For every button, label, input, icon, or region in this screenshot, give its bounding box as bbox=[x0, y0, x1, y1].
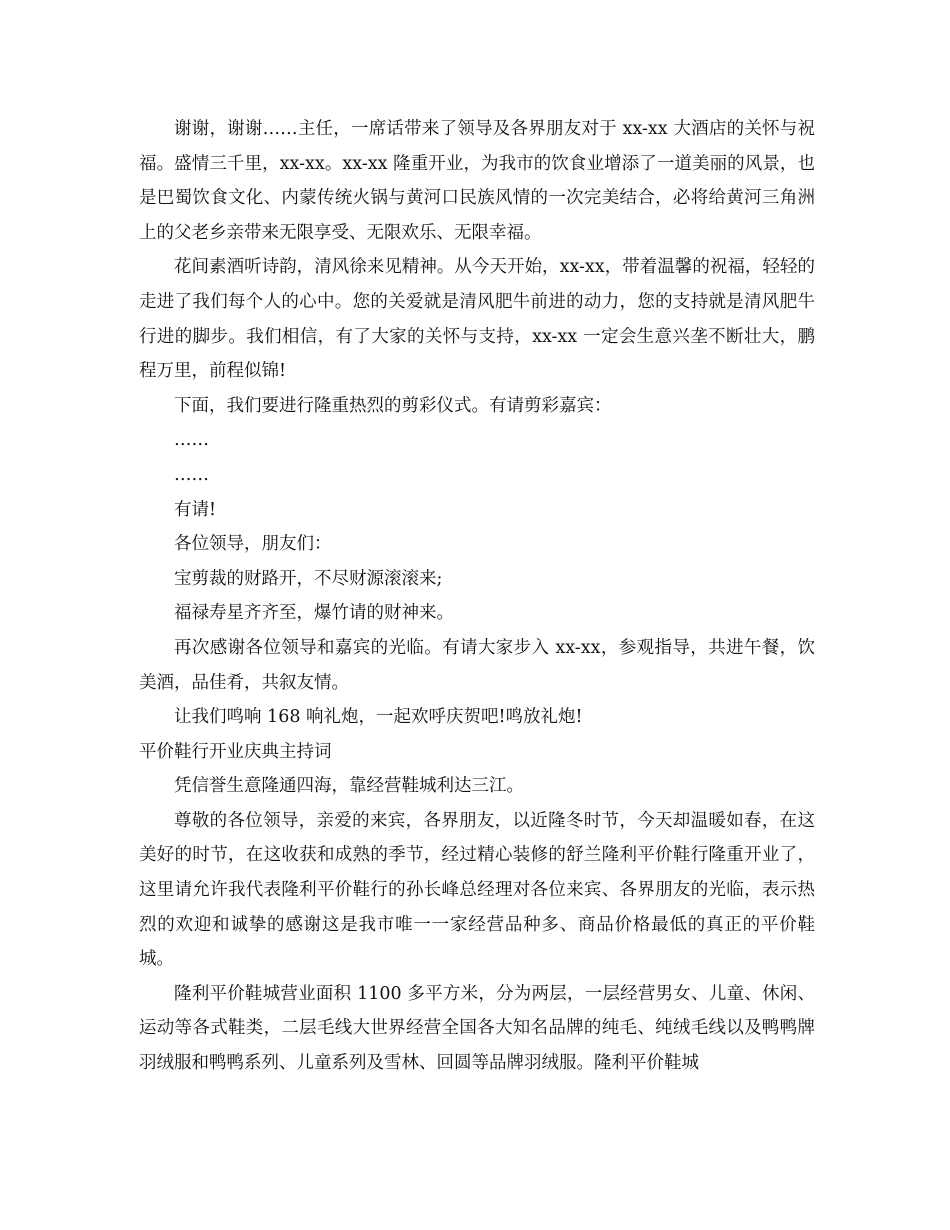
paragraph-13: 凭信誉生意隆通四海，靠经营鞋城利达三江。 bbox=[174, 776, 524, 797]
paragraph-ellipsis-1: …… bbox=[174, 430, 209, 451]
paragraph-10: 再次感谢各位领导和嘉宾的光临。有请大家步入 xx-xx，参观指导，共进午餐，饮美酒，品佳肴，共叙友情。 bbox=[139, 637, 815, 693]
paragraph-15: 隆利平价鞋城营业面积 1100 多平方米，分为两层，一层经营男女、儿童、休闲、运动等各式鞋类，二层毛线大世界经营全国各大知名品牌的纯毛、纯绒毛线以及鸭鸭牌羽绒服和鸭鸭系列、儿童系列及雪林、回圆等品牌羽绒服。隆利平价鞋城 bbox=[139, 983, 815, 1074]
paragraph-6: 有请! bbox=[174, 499, 217, 520]
paragraph-9: 福禄寿星齐齐至，爆竹请的财神来。 bbox=[174, 603, 454, 624]
paragraph-ellipsis-2: …… bbox=[174, 464, 209, 485]
paragraph-11: 让我们鸣响 168 响礼炮，一起欢呼庆贺吧!鸣放礼炮! bbox=[174, 707, 583, 728]
paragraph-7: 各位领导，朋友们： bbox=[174, 534, 332, 555]
paragraph-8: 宝剪裁的财路开，不尽财源滚滚来; bbox=[174, 568, 443, 589]
paragraph-1: 谢谢，谢谢……主任，一席话带来了领导及各界朋友对于 xx-xx 大酒店的关怀与祝福。盛情三千里，xx-xx。xx-xx 隆重开业，为我市的饮食业增添了一道美丽的风景，也是巴蜀饮食文化、内蒙传统火锅与黄河口民族风情的一次完美结合，必将给黄河三角洲上的父老乡亲带来无限享受、无限欢乐、无限幸福。 bbox=[139, 119, 815, 243]
document-body bbox=[139, 112, 815, 1081]
paragraph-2: 花间素酒听诗韵，清风徐来见精神。从今天开始，xx-xx，带着温馨的祝福，轻轻的走进了我们每个人的心中。您的关爱就是清风肥牛前进的动力，您的支持就是清风肥牛行进的脚步。我们相信，有了大家的关怀与支持，xx-xx 一定会生意兴垄不断壮大，鹏程万里，前程似锦! bbox=[139, 257, 815, 382]
paragraph-14: 尊敬的各位领导，亲爱的来宾，各界朋友，以近隆冬时节，今天却温暖如春，在这美好的时节，在这收获和成熟的季节，经过精心装修的舒兰隆利平价鞋行隆重开业了，这里请允许我代表隆利平价鞋行的孙长峰总经理对各位来宾、各界朋友的光临，表示热烈的欢迎和诚挚的感谢这是我市唯一一家经营品种多、商品价格最低的真正的平价鞋城。 bbox=[139, 810, 815, 970]
section-heading: 平价鞋行开业庆典主持词 bbox=[139, 741, 332, 762]
paragraph-3: 下面，我们要进行隆重热烈的剪彩仪式。有请剪彩嘉宾： bbox=[174, 395, 612, 416]
